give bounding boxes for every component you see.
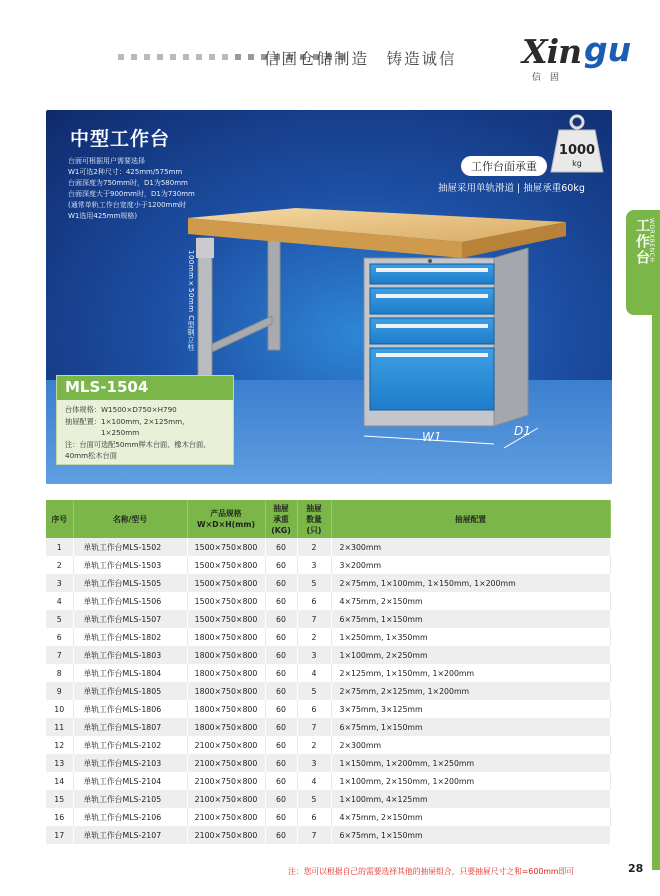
- row-drawer-count: 2: [297, 538, 331, 556]
- row-load: 60: [265, 646, 297, 664]
- row-drawer-count: 3: [297, 556, 331, 574]
- table-row: [46, 592, 610, 610]
- table-row: [46, 772, 610, 790]
- weight-icon: [549, 114, 605, 178]
- row-model-name: 单轨工作台MLS-1507: [73, 610, 187, 628]
- row-model-name: 单轨工作台MLS-1506: [73, 592, 187, 610]
- row-spec: 1500×750×800: [187, 556, 265, 574]
- row-drawer-config: 1×150mm, 1×200mm, 1×250mm: [331, 754, 610, 772]
- side-strip: [652, 315, 660, 870]
- model-line: 抽屉配置：1×100mm, 2×125mm,: [65, 416, 185, 426]
- row-drawer-config: 6×75mm, 1×150mm: [331, 718, 610, 736]
- row-load: 60: [265, 808, 297, 826]
- row-spec: 2100×750×800: [187, 736, 265, 754]
- brand-logo: [522, 30, 632, 88]
- col-header-load: 抽屉 承重 (KG): [265, 500, 297, 538]
- row-spec: 1500×750×800: [187, 574, 265, 592]
- note-line: W1选用425mm规格): [68, 212, 138, 220]
- model-line: 注：台面可选配50mm榉木台面、橡木台面、: [65, 439, 211, 449]
- row-model-name: 单轨工作台MLS-1505: [73, 574, 187, 592]
- col-header-name: 名称/型号: [73, 500, 187, 538]
- table-row: [46, 808, 610, 826]
- table-row: [46, 628, 610, 646]
- row-drawer-config: 1×100mm, 2×150mm, 1×200mm: [331, 772, 610, 790]
- model-info-box: [56, 375, 234, 465]
- row-index: 10: [46, 700, 73, 718]
- row-spec: 1800×750×800: [187, 700, 265, 718]
- table-row: [46, 700, 610, 718]
- side-tab-cn: 工作台: [634, 218, 650, 266]
- row-drawer-count: 4: [297, 772, 331, 790]
- col-header-config: 抽屉配置: [331, 500, 610, 538]
- table-header-row: [46, 500, 610, 538]
- row-index: 9: [46, 682, 73, 700]
- row-spec: 2100×750×800: [187, 754, 265, 772]
- table-row: [46, 754, 610, 772]
- row-model-name: 单轨工作台MLS-1805: [73, 682, 187, 700]
- row-drawer-config: 2×75mm, 2×125mm, 1×200mm: [331, 682, 610, 700]
- row-index: 1: [46, 538, 73, 556]
- row-index: 8: [46, 664, 73, 682]
- row-drawer-config: 1×100mm, 2×250mm: [331, 646, 610, 664]
- row-drawer-count: 7: [297, 718, 331, 736]
- row-model-name: 单轨工作台MLS-2104: [73, 772, 187, 790]
- table-row: [46, 682, 610, 700]
- logo-cn-text: 信固: [532, 73, 569, 83]
- section-side-tab: [626, 210, 660, 315]
- col-header-count: 抽屉 数量 (只): [297, 500, 331, 538]
- footer-note: 注：您可以根据自己的需要选择其他的抽屉组合，只要抽屉尺寸之和=600mm即可: [288, 867, 575, 876]
- table-row: [46, 556, 610, 574]
- model-line: 台体规格：W1500×D750×H790: [65, 405, 177, 414]
- row-spec: 1500×750×800: [187, 592, 265, 610]
- model-line: 1×250mm: [65, 428, 140, 437]
- table-row: [46, 610, 610, 628]
- row-spec: 2100×750×800: [187, 808, 265, 826]
- row-index: 13: [46, 754, 73, 772]
- row-load: 60: [265, 610, 297, 628]
- spec-table: [46, 500, 611, 844]
- row-load: 60: [265, 592, 297, 610]
- row-load: 60: [265, 826, 297, 844]
- row-drawer-config: 2×300mm: [331, 736, 610, 754]
- row-index: 7: [46, 646, 73, 664]
- row-load: 60: [265, 664, 297, 682]
- row-drawer-count: 4: [297, 664, 331, 682]
- row-drawer-count: 2: [297, 736, 331, 754]
- row-drawer-count: 5: [297, 790, 331, 808]
- row-model-name: 单轨工作台MLS-1503: [73, 556, 187, 574]
- dimension-d1: D1: [514, 424, 531, 438]
- row-load: 60: [265, 682, 297, 700]
- row-drawer-config: 1×100mm, 4×125mm: [331, 790, 610, 808]
- row-model-name: 单轨工作台MLS-2106: [73, 808, 187, 826]
- side-tab-en: WORKBENCH: [648, 218, 655, 263]
- weight-unit: kg: [572, 159, 582, 168]
- note-line: W1可选2种尺寸：425mm/575mm: [68, 168, 183, 176]
- col-header-index: 序号: [46, 500, 73, 538]
- row-drawer-count: 7: [297, 610, 331, 628]
- header-slogan: 信固仓储制造 铸造诚信: [264, 50, 457, 68]
- row-load: 60: [265, 538, 297, 556]
- row-index: 2: [46, 556, 73, 574]
- row-load: 60: [265, 754, 297, 772]
- row-load: 60: [265, 574, 297, 592]
- load-note: 抽屉采用单轨滑道 | 抽屉承重60kg: [438, 183, 585, 194]
- row-model-name: 单轨工作台MLS-1806: [73, 700, 187, 718]
- row-drawer-config: 1×250mm, 1×350mm: [331, 628, 610, 646]
- row-drawer-count: 5: [297, 682, 331, 700]
- row-drawer-config: 2×125mm, 1×150mm, 1×200mm: [331, 664, 610, 682]
- row-model-name: 单轨工作台MLS-1803: [73, 646, 187, 664]
- row-drawer-config: 4×75mm, 2×150mm: [331, 592, 610, 610]
- table-row: [46, 718, 610, 736]
- row-index: 15: [46, 790, 73, 808]
- row-drawer-config: 6×75mm, 1×150mm: [331, 610, 610, 628]
- row-spec: 1800×750×800: [187, 628, 265, 646]
- row-spec: 2100×750×800: [187, 772, 265, 790]
- table-row: [46, 826, 610, 844]
- row-drawer-count: 6: [297, 592, 331, 610]
- row-index: 6: [46, 628, 73, 646]
- row-model-name: 单轨工作台MLS-2105: [73, 790, 187, 808]
- col-header-spec: 产品规格 W×D×H(mm): [187, 500, 265, 538]
- table-row: [46, 664, 610, 682]
- row-load: 60: [265, 628, 297, 646]
- row-index: 5: [46, 610, 73, 628]
- row-index: 17: [46, 826, 73, 844]
- row-spec: 2100×750×800: [187, 790, 265, 808]
- row-index: 3: [46, 574, 73, 592]
- row-index: 12: [46, 736, 73, 754]
- row-drawer-count: 3: [297, 646, 331, 664]
- row-drawer-config: 2×75mm, 1×100mm, 1×150mm, 1×200mm: [331, 574, 610, 592]
- model-line: 40mm松木台面: [65, 451, 117, 460]
- row-drawer-count: 3: [297, 754, 331, 772]
- hero-notes: [68, 156, 195, 222]
- row-drawer-config: 3×200mm: [331, 556, 610, 574]
- row-drawer-count: 7: [297, 826, 331, 844]
- row-model-name: 单轨工作台MLS-1804: [73, 664, 187, 682]
- row-load: 60: [265, 790, 297, 808]
- leg-label: 100mm×50mm C型钢立柱: [187, 250, 195, 351]
- row-drawer-config: 6×75mm, 1×150mm: [331, 826, 610, 844]
- row-drawer-count: 6: [297, 808, 331, 826]
- row-load: 60: [265, 736, 297, 754]
- hero-banner: [46, 110, 612, 484]
- row-index: 16: [46, 808, 73, 826]
- dimension-w1: W1: [422, 430, 442, 444]
- row-spec: 1800×750×800: [187, 718, 265, 736]
- table-row: [46, 790, 610, 808]
- table-row: [46, 646, 610, 664]
- note-line: 台面可根据用户需要选择: [68, 157, 145, 165]
- note-line: 台面深度大于900mm时，D1为730mm: [68, 190, 195, 198]
- model-name: MLS-1504: [65, 378, 149, 396]
- row-model-name: 单轨工作台MLS-2103: [73, 754, 187, 772]
- row-index: 4: [46, 592, 73, 610]
- row-load: 60: [265, 700, 297, 718]
- note-line: 台面深度为750mm时，D1为580mm: [68, 179, 188, 187]
- table-row: [46, 736, 610, 754]
- row-drawer-count: 5: [297, 574, 331, 592]
- row-spec: 1500×750×800: [187, 538, 265, 556]
- row-index: 14: [46, 772, 73, 790]
- row-load: 60: [265, 772, 297, 790]
- row-model-name: 单轨工作台MLS-1502: [73, 538, 187, 556]
- model-details: [65, 404, 210, 462]
- logo-gu-text: gu: [584, 30, 632, 69]
- row-drawer-config: 3×75mm, 3×125mm: [331, 700, 610, 718]
- logo-xin-text: Xin: [522, 32, 582, 71]
- model-header: [57, 376, 233, 400]
- row-spec: 2100×750×800: [187, 826, 265, 844]
- row-spec: 1800×750×800: [187, 682, 265, 700]
- row-model-name: 单轨工作台MLS-1802: [73, 628, 187, 646]
- row-spec: 1500×750×800: [187, 610, 265, 628]
- row-model-name: 单轨工作台MLS-2102: [73, 736, 187, 754]
- row-model-name: 单轨工作台MLS-2107: [73, 826, 187, 844]
- hero-title: 中型工作台: [70, 128, 171, 150]
- note-line: (通常单轨工作台宽度小于1200mm时: [68, 201, 187, 209]
- load-label: 工作台面承重: [461, 156, 547, 176]
- row-spec: 1800×750×800: [187, 646, 265, 664]
- row-load: 60: [265, 718, 297, 736]
- table-row: [46, 574, 610, 592]
- row-drawer-count: 2: [297, 628, 331, 646]
- row-spec: 1800×750×800: [187, 664, 265, 682]
- row-model-name: 单轨工作台MLS-1807: [73, 718, 187, 736]
- row-index: 11: [46, 718, 73, 736]
- weight-value: 1000: [558, 143, 596, 158]
- table-row: [46, 538, 610, 556]
- page-number: 28: [628, 862, 644, 875]
- table-body: [46, 538, 610, 844]
- row-drawer-count: 6: [297, 700, 331, 718]
- row-drawer-config: 4×75mm, 2×150mm: [331, 808, 610, 826]
- row-load: 60: [265, 556, 297, 574]
- row-drawer-config: 2×300mm: [331, 538, 610, 556]
